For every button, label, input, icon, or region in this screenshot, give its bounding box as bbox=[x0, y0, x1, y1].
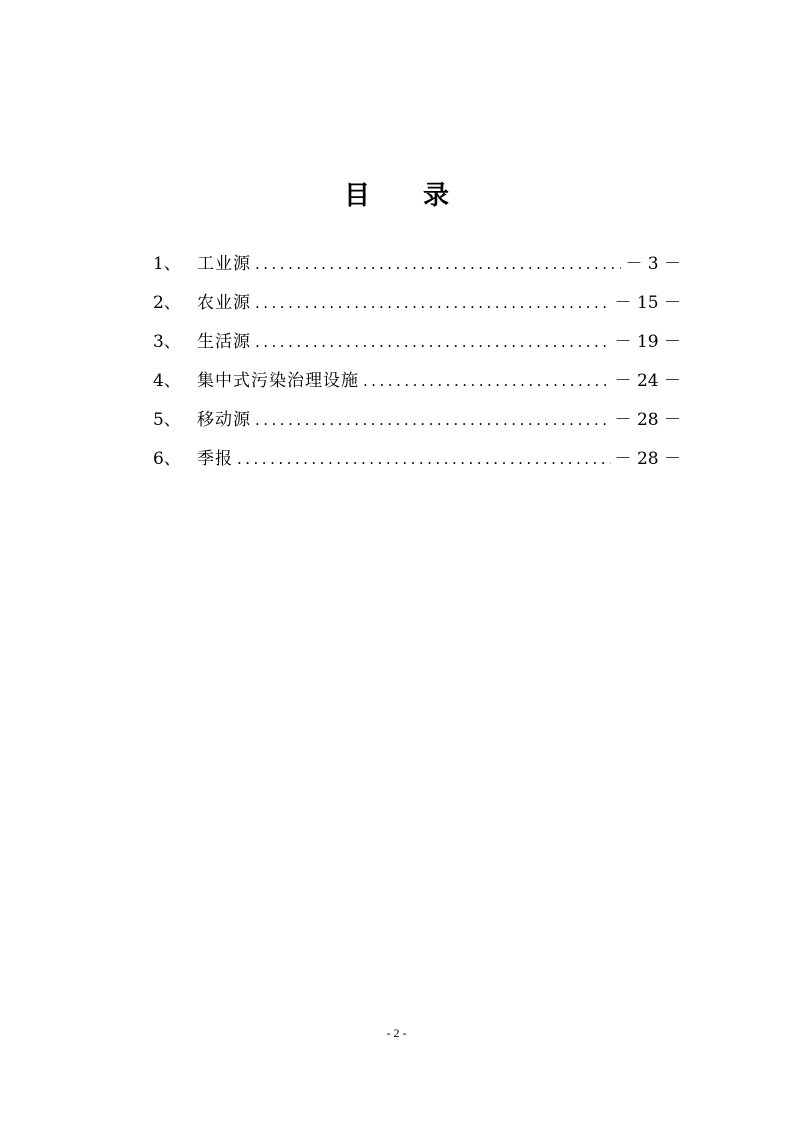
toc-item-page: － 3 － bbox=[625, 254, 681, 274]
toc-item-label: 季报 bbox=[197, 449, 233, 469]
toc-item-label: 工业源 bbox=[197, 254, 251, 274]
toc-item-page: － 24 － bbox=[614, 371, 681, 391]
toc-item-page: － 28 － bbox=[614, 449, 681, 469]
toc-item-page: － 19 － bbox=[614, 332, 681, 352]
page-number-footer: - 2 - bbox=[386, 1026, 407, 1040]
toc-dot-leader bbox=[237, 445, 611, 473]
table-of-contents bbox=[153, 250, 681, 484]
toc-item-label: 生活源 bbox=[197, 332, 251, 352]
toc-item-number: 5、 bbox=[153, 410, 181, 430]
toc-item-number: 2、 bbox=[153, 293, 181, 313]
toc-item-number: 3、 bbox=[153, 332, 181, 352]
toc-item-label: 农业源 bbox=[197, 293, 251, 313]
toc-item-number: 6、 bbox=[153, 449, 181, 469]
toc-item-number: 4、 bbox=[153, 371, 181, 391]
toc-item-4[interactable] bbox=[153, 367, 681, 406]
toc-item-number: 1、 bbox=[153, 254, 181, 274]
toc-dot-leader bbox=[255, 289, 611, 317]
toc-item-5[interactable] bbox=[153, 406, 681, 445]
toc-item-label: 移动源 bbox=[197, 410, 251, 430]
toc-dot-leader bbox=[255, 328, 611, 356]
toc-dot-leader bbox=[255, 406, 611, 434]
toc-item-page: － 28 － bbox=[614, 410, 681, 430]
toc-item-3[interactable] bbox=[153, 328, 681, 367]
toc-item-6[interactable] bbox=[153, 445, 681, 484]
toc-item-2[interactable] bbox=[153, 289, 681, 328]
toc-item-page: － 15 － bbox=[614, 293, 681, 313]
toc-dot-leader bbox=[255, 250, 621, 278]
toc-item-1[interactable] bbox=[153, 250, 681, 289]
toc-item-label: 集中式污染治理设施 bbox=[197, 371, 359, 391]
toc-dot-leader bbox=[363, 367, 611, 395]
page-title: 目 录 bbox=[343, 181, 472, 211]
